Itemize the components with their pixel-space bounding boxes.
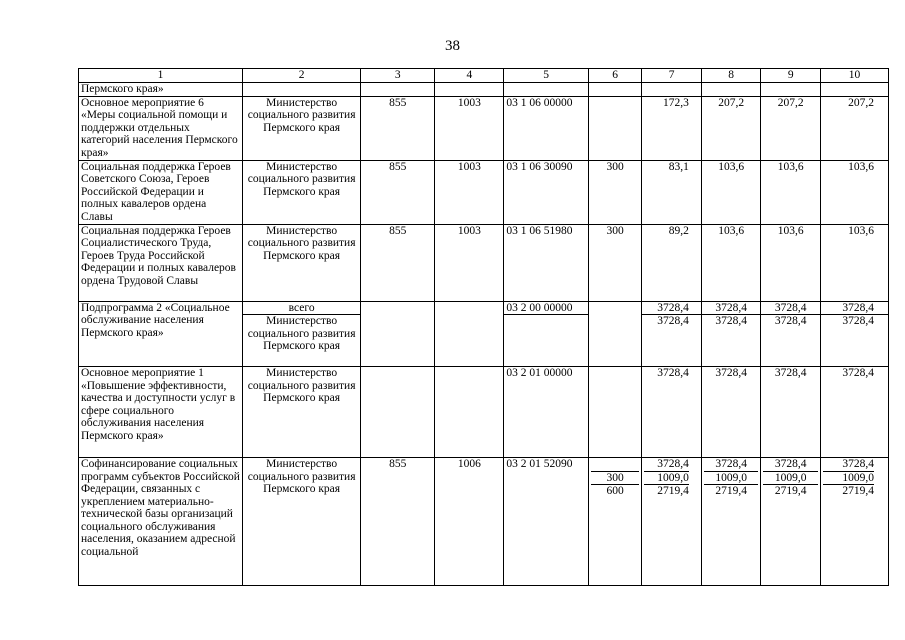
row-name: Подпрограмма 2 «Социальное обслуживание населения Пермского края»: [79, 301, 243, 367]
row-name: Основное мероприятие 6 «Меры социальной помощи и поддержки отдельных категорий населения Пермского края»: [79, 96, 243, 160]
cell-c5: 03 2 00 00000: [504, 301, 589, 315]
cell-c8: 103,6: [701, 160, 761, 224]
cell-c5: [504, 82, 589, 96]
cell-c10: 103,6: [820, 160, 888, 224]
cell-c10: 3728,4: [820, 315, 888, 367]
cell-c9-line: 1009,0: [763, 472, 818, 486]
cell-c6: [589, 96, 642, 160]
cell-c10-stack: [820, 458, 888, 586]
table-row: [79, 160, 889, 224]
cell-c7-stack: [642, 458, 702, 586]
header-cell: 6: [589, 69, 642, 83]
cell-c9: [761, 82, 821, 96]
cell-c6: [589, 301, 642, 367]
cell-c4: [435, 367, 504, 458]
cell-c7: 3728,4: [642, 315, 702, 367]
row-name: Пермского края»: [79, 82, 243, 96]
row-owner: Министерство социального развития Пермского края: [243, 458, 361, 586]
cell-c9: 3728,4: [761, 367, 821, 458]
cell-c9: 3728,4: [761, 301, 821, 315]
cell-c10: 103,6: [820, 224, 888, 301]
cell-c3: [361, 367, 435, 458]
row-owner: [243, 82, 361, 96]
cell-c8-line: 3728,4: [704, 458, 759, 472]
cell-c7-line: 3728,4: [644, 458, 689, 472]
cell-c4: [435, 82, 504, 96]
cell-c8: 3728,4: [701, 301, 761, 315]
cell-c9-line: 2719,4: [774, 485, 807, 497]
cell-c6: [589, 82, 642, 96]
cell-c7-line: 1009,0: [644, 472, 689, 486]
cell-c9: 3728,4: [761, 315, 821, 367]
page-number: 38: [445, 38, 460, 54]
cell-c4: 1003: [435, 96, 504, 160]
cell-c6: 300: [589, 160, 642, 224]
cell-c3: 855: [361, 458, 435, 586]
cell-c7: 3728,4: [642, 367, 702, 458]
cell-c10: [820, 82, 888, 96]
cell-c8-line: 1009,0: [704, 472, 759, 486]
header-cell: 2: [243, 69, 361, 83]
cell-c9: 103,6: [761, 224, 821, 301]
table-row: [79, 458, 889, 586]
cell-c6-line: 600: [606, 485, 624, 497]
row-owner: Министерство социального развития Пермского края: [243, 96, 361, 160]
cell-c8: 3728,4: [701, 315, 761, 367]
cell-c10-line: 2719,4: [842, 485, 874, 497]
cell-c4: 1003: [435, 160, 504, 224]
table-row: [79, 82, 889, 96]
cell-c6-line: [591, 458, 639, 472]
table-row: [79, 367, 889, 458]
cell-c9-line: 3728,4: [763, 458, 818, 472]
row-owner: Министерство социального развития Пермского края: [243, 160, 361, 224]
cell-c7: [642, 82, 702, 96]
cell-c8: 207,2: [701, 96, 761, 160]
cell-c10: 3728,4: [820, 301, 888, 315]
header-cell: 5: [504, 69, 589, 83]
row-owner-total: всего: [243, 301, 361, 315]
header-cell: 8: [701, 69, 761, 83]
cell-c4: 1006: [435, 458, 504, 586]
cell-c10-line: 3728,4: [823, 458, 874, 472]
cell-c5-empty: [504, 315, 589, 367]
cell-c9: 207,2: [761, 96, 821, 160]
cell-c6: 300: [589, 224, 642, 301]
cell-c8-line: 2719,4: [715, 485, 747, 497]
cell-c6: [589, 367, 642, 458]
row-name: Основное мероприятие 1 «Повышение эффективности, качества и доступности услуг в сфере социального обслуживания населения Пермского края»: [79, 367, 243, 458]
cell-c8: 3728,4: [701, 367, 761, 458]
cell-c4: 1003: [435, 224, 504, 301]
budget-table: [78, 68, 889, 586]
row-name: Социальная поддержка Героев Советского Союза, Героев Российской Федерации и полных кавалеров ордена Славы: [79, 160, 243, 224]
cell-c10: 3728,4: [820, 367, 888, 458]
cell-c9-stack: [761, 458, 821, 586]
table-row: [79, 96, 889, 160]
table-header-row: [79, 69, 889, 83]
row-owner: Министерство социального развития Пермского края: [243, 367, 361, 458]
cell-c3: [361, 82, 435, 96]
header-cell: 9: [761, 69, 821, 83]
table-row: [79, 224, 889, 301]
row-name: Софинансирование социальных программ субъектов Российской Федерации, связанных с укреплением материально-технической базы организаций социального обслуживания населения, оказанием адресной социальной: [79, 458, 243, 586]
cell-c3: 855: [361, 96, 435, 160]
row-owner: Министерство социального развития Пермского края: [243, 224, 361, 301]
header-cell: 4: [435, 69, 504, 83]
cell-c10: 207,2: [820, 96, 888, 160]
row-owner: Министерство социального развития Пермского края: [243, 315, 361, 367]
cell-c5: 03 2 01 00000: [504, 367, 589, 458]
cell-c6-stack: [589, 458, 642, 586]
cell-c5: 03 1 06 30090: [504, 160, 589, 224]
cell-c5: 03 1 06 00000: [504, 96, 589, 160]
cell-c8: 103,6: [701, 224, 761, 301]
header-cell: 3: [361, 69, 435, 83]
cell-c5: 03 2 01 52090: [504, 458, 589, 586]
cell-c7: 83,1: [642, 160, 702, 224]
row-name: Социальная поддержка Героев Социалистического Труда, Героев Труда Российской Федерации и полных кавалеров ордена Трудовой Славы: [79, 224, 243, 301]
cell-c7: 89,2: [642, 224, 702, 301]
cell-c10-line: 1009,0: [823, 472, 874, 486]
cell-c7-line: 2719,4: [657, 485, 689, 497]
cell-c3: 855: [361, 160, 435, 224]
header-cell: 1: [79, 69, 243, 83]
cell-c6-line: 300: [591, 472, 639, 486]
header-cell: 7: [642, 69, 702, 83]
cell-c7: 172,3: [642, 96, 702, 160]
cell-c5: 03 1 06 51980: [504, 224, 589, 301]
cell-c8: [701, 82, 761, 96]
cell-c7: 3728,4: [642, 301, 702, 315]
cell-c4: [435, 301, 504, 367]
cell-c3: [361, 301, 435, 367]
cell-c8-stack: [701, 458, 761, 586]
header-cell: 10: [820, 69, 888, 83]
table-row: [79, 301, 889, 315]
cell-c9: 103,6: [761, 160, 821, 224]
cell-c3: 855: [361, 224, 435, 301]
